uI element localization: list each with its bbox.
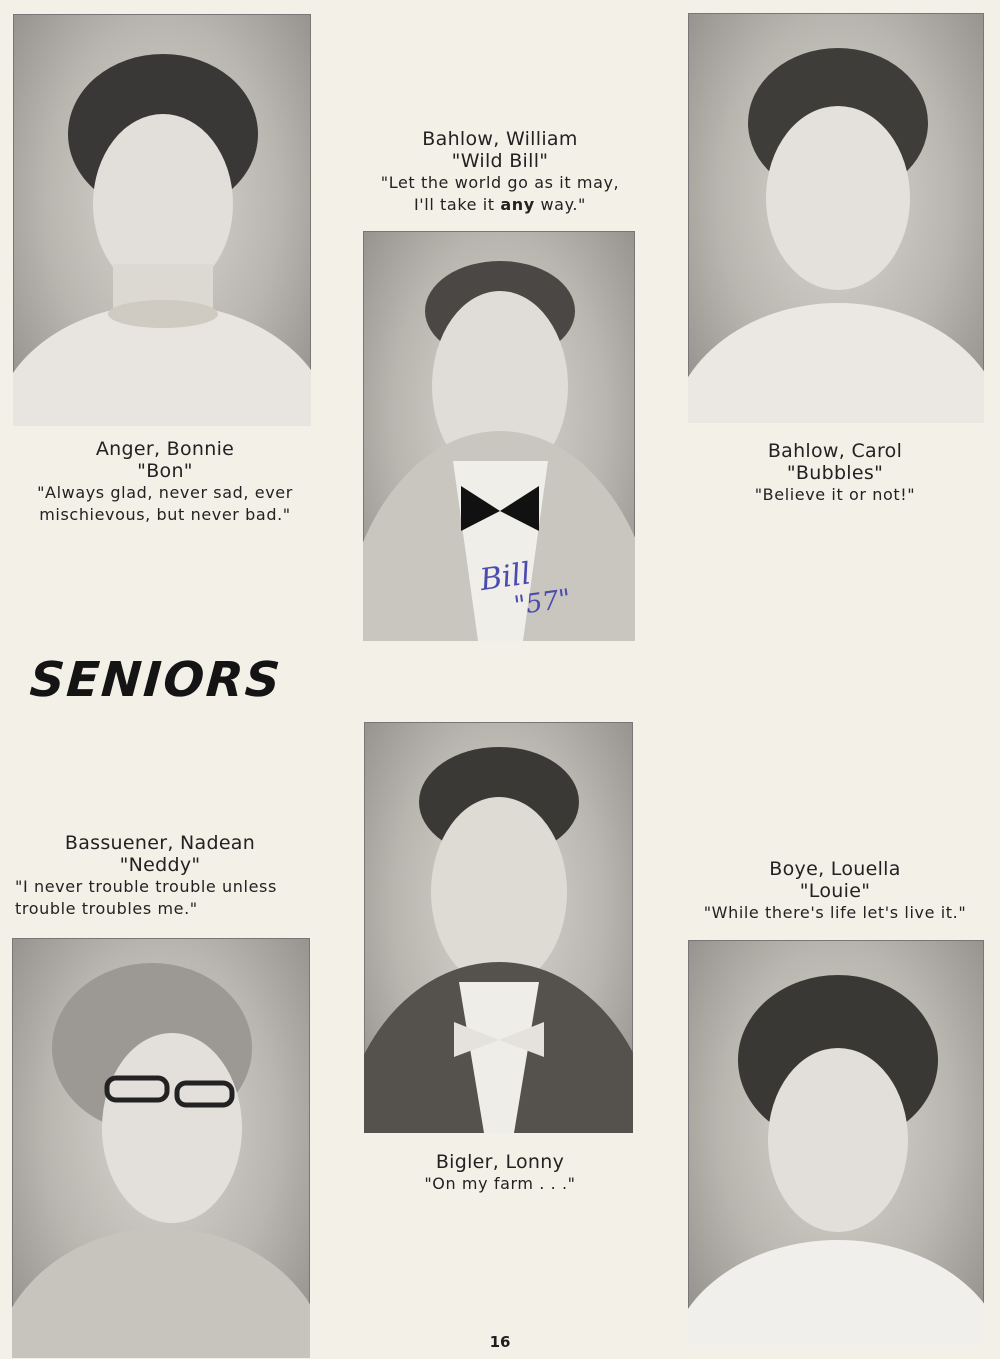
student-nickname: "Bubbles" — [786, 462, 884, 484]
caption-anger-bonnie — [20, 438, 310, 526]
student-quote-line1: "Let the world go as it may, — [380, 173, 620, 192]
signature-name: Bill — [477, 556, 534, 599]
caption-bahlow-william — [355, 128, 645, 216]
portrait-photo-bassuener-nadean — [12, 938, 310, 1358]
student-nickname: "Neddy" — [119, 854, 201, 876]
portrait-photo-bigler-lonny — [364, 722, 633, 1133]
student-name: Boye, Louella — [769, 858, 901, 880]
student-quote: "Always glad, never sad, ever mischievous, but never bad." — [37, 483, 293, 524]
student-name: Bigler, Lonny — [435, 1151, 565, 1173]
quote-text: way." — [534, 195, 587, 214]
student-quote: "On my farm . . ." — [424, 1174, 576, 1193]
student-nickname: "Louie" — [799, 880, 871, 902]
student-nickname: "Wild Bill" — [451, 150, 549, 172]
page-number: 16 — [489, 1333, 511, 1351]
student-quote: "While there's life let's live it." — [703, 903, 967, 922]
caption-bigler-lonny — [355, 1151, 645, 1195]
caption-bassuener-nadean — [15, 832, 305, 920]
page-heading: SENIORS — [28, 652, 284, 708]
caption-boye-louella — [685, 858, 985, 924]
portrait-photo-bahlow-carol — [688, 13, 984, 423]
quote-emphasis: any — [500, 195, 535, 214]
handwritten-signature — [478, 554, 573, 626]
student-quote-line1: "I never trouble trouble unless — [15, 877, 277, 896]
student-name: Bahlow, William — [422, 128, 578, 150]
student-nickname: "Bon" — [137, 460, 193, 482]
student-quote-line2: trouble troubles me." — [15, 899, 198, 918]
student-quote-line2 — [355, 194, 645, 216]
student-name: Anger, Bonnie — [95, 438, 235, 460]
student-name: Bahlow, Carol — [767, 440, 903, 462]
quote-text: I'll take it — [413, 195, 501, 214]
signature-year: "57" — [512, 583, 573, 622]
portrait-photo-boye-louella — [688, 940, 984, 1345]
student-quote: "Believe it or not!" — [754, 485, 916, 504]
student-name: Bassuener, Nadean — [64, 832, 256, 854]
portrait-photo-anger-bonnie — [13, 14, 311, 426]
caption-bahlow-carol — [690, 440, 980, 506]
